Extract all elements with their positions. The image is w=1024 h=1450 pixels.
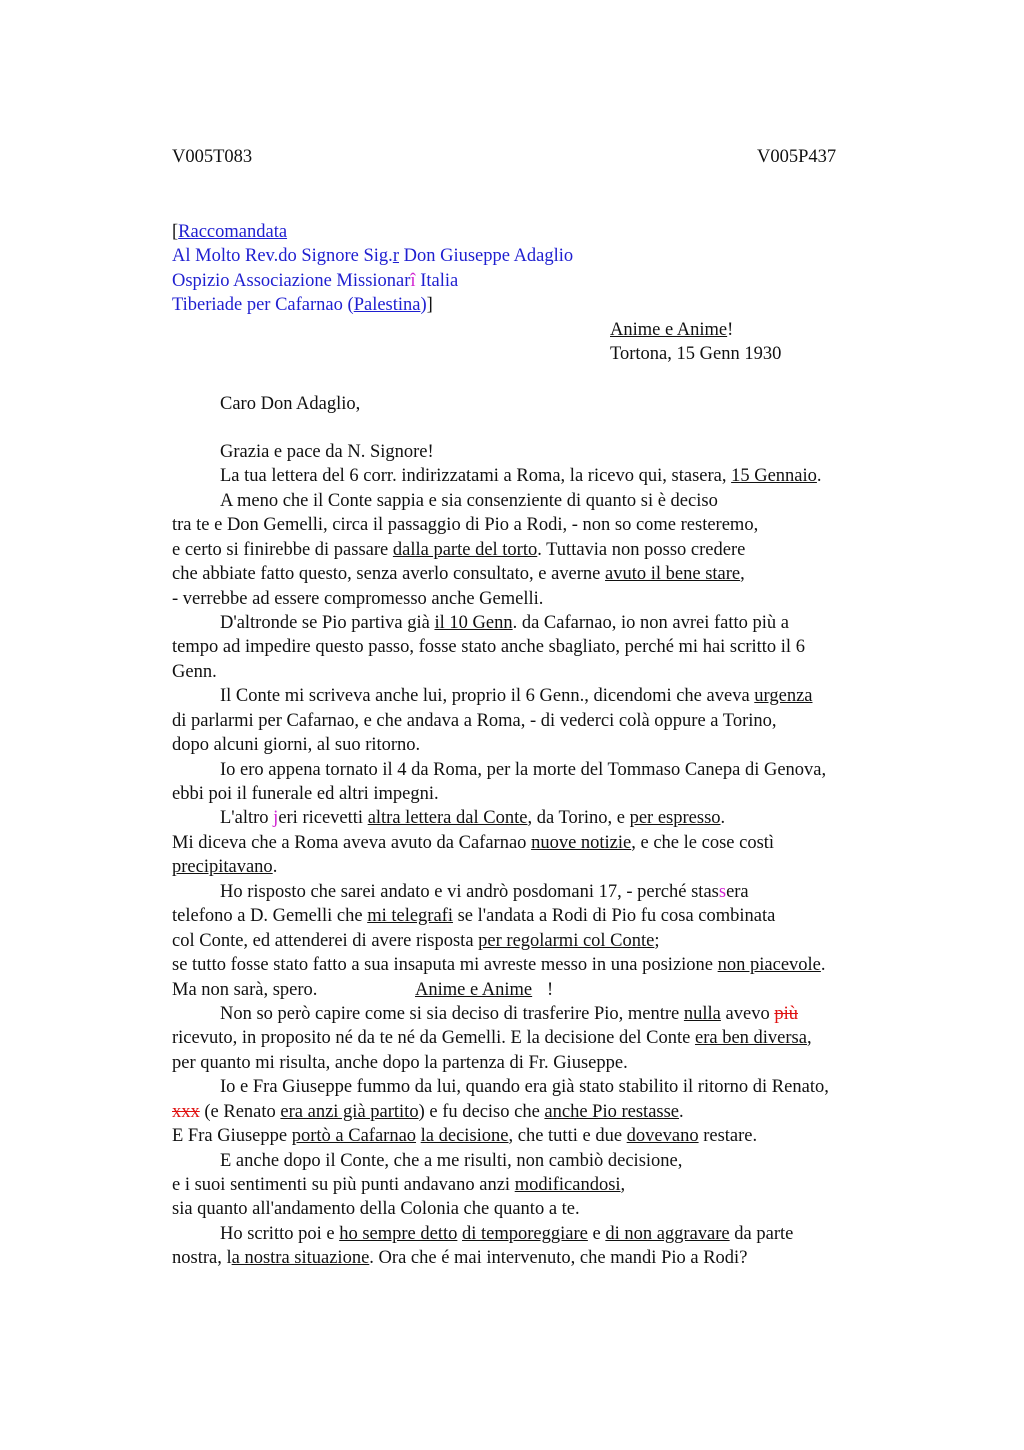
body-line: Io ero appena tornato il 4 da Roma, per la morte del Tommaso Canepa di Genova,	[220, 760, 827, 780]
motto: Anime e Anime!	[610, 320, 734, 340]
emendation-mark: s	[718, 882, 727, 902]
body-line: nostra, la nostra situazione. Ora che é mai intervenuto, che mandi Pio a Rodi?	[172, 1248, 748, 1268]
body-line: precipitavano.	[172, 857, 278, 877]
address-line-1: [Raccomandata	[172, 222, 288, 242]
body-line: Ho risposto che sarei andato e vi andrò posdomani 17, - perché stassera	[220, 882, 749, 902]
body-line: A meno che il Conte sappia e sia consenziente di quanto si è deciso	[220, 491, 718, 511]
body-line: tempo ad impedire questo passo, fosse stato anche sbagliato, perché mi hai scritto il 6	[172, 637, 805, 657]
body-line: dopo alcuni giorni, al suo ritorno.	[172, 735, 421, 755]
body-line: Grazia e pace da N. Signore!	[220, 442, 434, 462]
deleted-text: più	[774, 1004, 798, 1024]
body-line: e i suoi sentimenti su più punti andavano anzi modificandosi,	[172, 1175, 626, 1195]
body-line: ricevuto, in proposito né da te né da Gemelli. E la decisione del Conte era ben diversa,	[172, 1028, 812, 1048]
body-line: telefono a D. Gemelli che mi telegrafi se l'andata a Rodi di Pio fu cosa combinata	[172, 906, 776, 926]
address-line-2: Al Molto Rev.do Signore Sig.r Don Giuseppe Adaglio	[172, 246, 574, 266]
place-date: Tortona, 15 Genn 1930	[610, 344, 782, 364]
body-line: per quanto mi risulta, anche dopo la partenza di Fr. Giuseppe.	[172, 1053, 628, 1073]
address-line-3: Ospizio Associazione Missionarî Italia	[172, 271, 459, 291]
body-line: di parlarmi per Cafarnao, e che andava a Roma, - di vederci colà oppure a Torino,	[172, 711, 777, 731]
body-line: xxx (e Renato era anzi già partito) e fu deciso che anche Pio restasse.	[172, 1102, 684, 1122]
body-line: tra te e Don Gemelli, circa il passaggio di Pio a Rodi, - non so come resteremo,	[172, 515, 759, 535]
body-line: sia quanto all'andamento della Colonia che quanto a te.	[172, 1199, 580, 1219]
body-line: che abbiate fatto questo, senza averlo consultato, e averne avuto il bene stare,	[172, 564, 745, 584]
body-line: Ho scritto poi e ho sempre detto di temporeggiare e di non aggravare da parte	[220, 1224, 794, 1244]
body-line: se tutto fosse stato fatto a sua insaputa mi avreste messo in una posizione non piacevole.	[172, 955, 826, 975]
body-line: Non so però capire come si sia deciso di trasferire Pio, mentre nulla avevo più	[220, 1004, 798, 1024]
emendation-mark: î	[410, 271, 416, 291]
palestina-link[interactable]: Palestina	[353, 295, 421, 315]
body-line: Mi diceva che a Roma aveva avuto da Cafarnao nuove notizie, e che le cose costì	[172, 833, 775, 853]
body-line: D'altronde se Pio partiva già il 10 Genn. da Cafarnao, io non avrei fatto più a	[220, 613, 789, 633]
body-line: L'altro jeri ricevetti altra lettera dal Conte, da Torino, e per espresso.	[220, 808, 726, 828]
body-line: ebbi poi il funerale ed altri impegni.	[172, 784, 439, 804]
body-line: Ma non sarà, spero. Anime e Anime !	[172, 980, 554, 1000]
body-line: - verrebbe ad essere compromesso anche Gemelli.	[172, 589, 544, 609]
body-line: Il Conte mi scriveva anche lui, proprio il 6 Genn., dicendomi che aveva urgenza	[220, 686, 813, 706]
document-code-right: V005P437	[757, 147, 837, 167]
document-code-left: V005T083	[172, 147, 253, 167]
body-line: E Fra Giuseppe portò a Cafarnao la decisione, che tutti e due dovevano restare.	[172, 1126, 758, 1146]
salutation: Caro Don Adaglio,	[220, 394, 361, 414]
title-abbrev-link[interactable]: r	[392, 246, 399, 266]
body-line: La tua lettera del 6 corr. indirizzatami a Roma, la ricevo qui, stasera, 15 Gennaio.	[220, 466, 822, 486]
address-line-4: Tiberiade per Cafarnao (Palestina)]	[172, 295, 433, 315]
body-line: E anche dopo il Conte, che a me risulti, non cambiò decisione,	[220, 1151, 683, 1171]
body-line: col Conte, ed attenderei di avere risposta per regolarmi col Conte;	[172, 931, 660, 951]
body-line: Io e Fra Giuseppe fummo da lui, quando era già stato stabilito il ritorno di Renato,	[220, 1077, 829, 1097]
registered-mail-link[interactable]: Raccomandata	[178, 222, 288, 242]
emendation-mark: j	[273, 808, 279, 828]
body-line: e certo si finirebbe di passare dalla parte del torto. Tuttavia non posso credere	[172, 540, 746, 560]
body-line: Genn.	[172, 662, 217, 682]
deleted-text: xxx	[172, 1102, 200, 1122]
